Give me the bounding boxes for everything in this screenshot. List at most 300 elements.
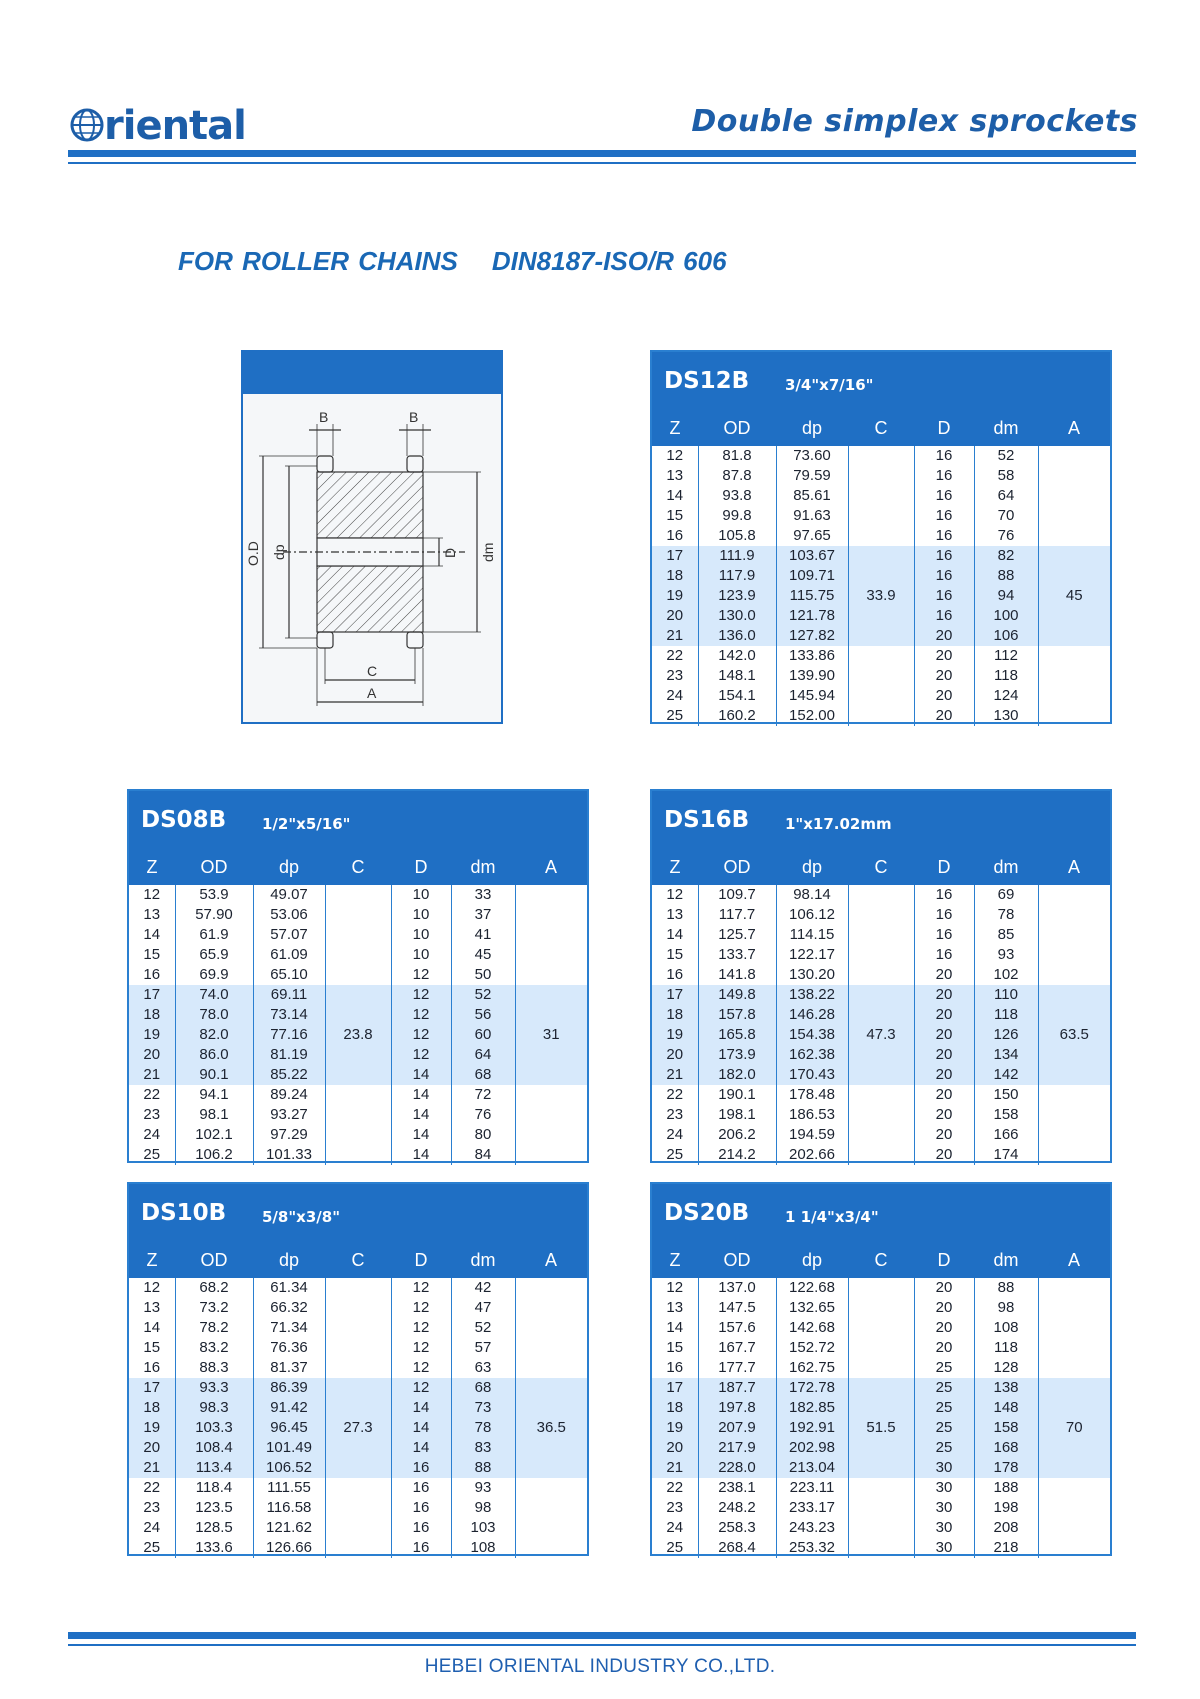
cell-dp: 138.22 bbox=[776, 985, 848, 1005]
cell-dm: 103 bbox=[451, 1518, 515, 1538]
cell-d: 12 bbox=[391, 1378, 451, 1398]
cell-z: 13 bbox=[129, 1298, 175, 1318]
cell-dp: 122.17 bbox=[776, 945, 848, 965]
cell-od: 98.1 bbox=[175, 1105, 253, 1125]
cell-dm: 78 bbox=[451, 1418, 515, 1438]
cell-dp: 86.39 bbox=[253, 1378, 325, 1398]
cell-dm: 64 bbox=[974, 486, 1038, 506]
cell-d: 20 bbox=[914, 985, 974, 1005]
column-header-dm: dm bbox=[470, 856, 496, 877]
document-title: Double simplex sprockets bbox=[691, 104, 1138, 139]
cell-c-empty bbox=[325, 1085, 391, 1165]
cell-od: 248.2 bbox=[698, 1498, 776, 1518]
column-header-d: D bbox=[414, 1249, 428, 1270]
table-row bbox=[129, 1378, 587, 1398]
cell-dm: 218 bbox=[974, 1538, 1038, 1558]
cell-od: 82.0 bbox=[175, 1025, 253, 1045]
cell-a-empty bbox=[1038, 646, 1110, 726]
column-header-c: C bbox=[351, 1249, 365, 1270]
cell-d: 20 bbox=[914, 1025, 974, 1045]
cell-z: 21 bbox=[129, 1458, 175, 1478]
subtitle-right: DIN8187-ISO/R 606 bbox=[491, 246, 727, 276]
cell-d: 14 bbox=[391, 1105, 451, 1125]
footer-rule-thin bbox=[68, 1644, 1136, 1646]
cell-z: 15 bbox=[652, 945, 698, 965]
cell-z: 16 bbox=[652, 965, 698, 985]
cell-od: 206.2 bbox=[698, 1125, 776, 1145]
footer-rule-thick bbox=[68, 1632, 1136, 1639]
cell-z: 24 bbox=[129, 1518, 175, 1538]
cell-a-empty bbox=[515, 885, 587, 985]
cell-dm: 106 bbox=[974, 626, 1038, 646]
cell-od: 157.8 bbox=[698, 1005, 776, 1025]
cell-z: 18 bbox=[652, 1005, 698, 1025]
cell-dm: 126 bbox=[974, 1025, 1038, 1045]
cell-od: 160.2 bbox=[698, 706, 776, 726]
cell-c-empty bbox=[325, 885, 391, 985]
cell-d: 16 bbox=[914, 606, 974, 626]
cell-dp: 91.63 bbox=[776, 506, 848, 526]
column-header-dp: dp bbox=[278, 856, 300, 877]
cell-dm: 168 bbox=[974, 1438, 1038, 1458]
chain-size: 1/2"x5/16" bbox=[262, 815, 351, 833]
table-row bbox=[652, 1085, 1110, 1105]
cell-dp: 61.34 bbox=[253, 1278, 325, 1298]
spec-table bbox=[652, 1242, 1110, 1558]
cell-od: 187.7 bbox=[698, 1378, 776, 1398]
table-row bbox=[129, 1278, 587, 1298]
cell-dm: 76 bbox=[451, 1105, 515, 1125]
cell-z: 19 bbox=[652, 1418, 698, 1438]
series-code: DS10B bbox=[141, 1200, 227, 1226]
cell-z: 21 bbox=[652, 626, 698, 646]
cell-d: 20 bbox=[914, 1105, 974, 1125]
cell-dp: 85.22 bbox=[253, 1065, 325, 1085]
column-header-od: OD bbox=[200, 1249, 228, 1270]
cell-od: 207.9 bbox=[698, 1418, 776, 1438]
cell-dm: 37 bbox=[451, 905, 515, 925]
cell-dp: 61.09 bbox=[253, 945, 325, 965]
table-row bbox=[129, 1085, 587, 1105]
cell-c-empty bbox=[848, 1085, 914, 1165]
cell-z: 16 bbox=[129, 965, 175, 985]
cell-od: 117.9 bbox=[698, 566, 776, 586]
cell-dp: 202.66 bbox=[776, 1145, 848, 1165]
label-b-left: B bbox=[319, 409, 329, 425]
cell-d: 12 bbox=[391, 1298, 451, 1318]
column-header-od: OD bbox=[200, 856, 228, 877]
cell-od: 61.9 bbox=[175, 925, 253, 945]
column-header-dp: dp bbox=[801, 417, 823, 438]
cell-d: 16 bbox=[914, 566, 974, 586]
cell-dm: 128 bbox=[974, 1358, 1038, 1378]
cell-z: 24 bbox=[652, 1125, 698, 1145]
table-ds12b bbox=[650, 350, 1112, 724]
cell-dp: 76.36 bbox=[253, 1338, 325, 1358]
cell-dp: 121.78 bbox=[776, 606, 848, 626]
cell-od: 87.8 bbox=[698, 466, 776, 486]
cell-dp: 146.28 bbox=[776, 1005, 848, 1025]
cell-dm: 82 bbox=[974, 546, 1038, 566]
cell-dp: 154.38 bbox=[776, 1025, 848, 1045]
cell-d: 14 bbox=[391, 1125, 451, 1145]
cell-d: 14 bbox=[391, 1085, 451, 1105]
cell-d: 14 bbox=[391, 1145, 451, 1165]
cell-z: 22 bbox=[652, 646, 698, 666]
cell-z: 13 bbox=[129, 905, 175, 925]
cell-dm: 76 bbox=[974, 526, 1038, 546]
cell-z: 25 bbox=[652, 706, 698, 726]
label-dm: dm bbox=[480, 542, 496, 562]
column-header-a: A bbox=[1067, 1249, 1080, 1270]
cell-dp: 162.75 bbox=[776, 1358, 848, 1378]
cell-d: 20 bbox=[914, 1085, 974, 1105]
table-row bbox=[652, 646, 1110, 666]
cell-od: 108.4 bbox=[175, 1438, 253, 1458]
column-header-dm: dm bbox=[993, 856, 1019, 877]
cell-od: 125.7 bbox=[698, 925, 776, 945]
cell-c-empty bbox=[848, 1278, 914, 1378]
cell-dm: 45 bbox=[451, 945, 515, 965]
cell-dp: 65.10 bbox=[253, 965, 325, 985]
cell-a: 31 bbox=[515, 985, 587, 1085]
cell-d: 25 bbox=[914, 1438, 974, 1458]
sprocket-drawing bbox=[243, 394, 501, 722]
cell-z: 13 bbox=[652, 905, 698, 925]
cell-dm: 208 bbox=[974, 1518, 1038, 1538]
cell-dp: 77.16 bbox=[253, 1025, 325, 1045]
table-ds16b bbox=[650, 789, 1112, 1163]
table-row bbox=[129, 985, 587, 1005]
cell-od: 99.8 bbox=[698, 506, 776, 526]
cell-od: 113.4 bbox=[175, 1458, 253, 1478]
cell-d: 16 bbox=[914, 925, 974, 945]
cell-dp: 98.14 bbox=[776, 885, 848, 905]
cell-od: 214.2 bbox=[698, 1145, 776, 1165]
cell-d: 16 bbox=[914, 526, 974, 546]
cell-a-empty bbox=[515, 1278, 587, 1378]
cell-z: 25 bbox=[652, 1538, 698, 1558]
label-od: O.D bbox=[245, 541, 261, 566]
cell-dp: 233.17 bbox=[776, 1498, 848, 1518]
column-header-c: C bbox=[874, 1249, 888, 1270]
cell-a-empty bbox=[515, 1478, 587, 1558]
cell-dm: 83 bbox=[451, 1438, 515, 1458]
cell-z: 14 bbox=[129, 1318, 175, 1338]
cell-dp: 97.65 bbox=[776, 526, 848, 546]
sprocket-diagram bbox=[241, 350, 503, 724]
cell-d: 16 bbox=[914, 466, 974, 486]
column-header-dm: dm bbox=[993, 417, 1019, 438]
cell-dp: 114.15 bbox=[776, 925, 848, 945]
cell-d: 20 bbox=[914, 646, 974, 666]
column-header-od: OD bbox=[723, 1249, 751, 1270]
table-row bbox=[129, 885, 587, 905]
column-header-od: OD bbox=[723, 856, 751, 877]
cell-dp: 71.34 bbox=[253, 1318, 325, 1338]
cell-z: 16 bbox=[652, 526, 698, 546]
cell-dm: 93 bbox=[451, 1478, 515, 1498]
cell-c-empty bbox=[848, 446, 914, 546]
footer-company-name: HEBEI ORIENTAL INDUSTRY CO.,LTD. bbox=[424, 1656, 776, 1677]
cell-z: 25 bbox=[129, 1145, 175, 1165]
cell-dm: 52 bbox=[451, 985, 515, 1005]
cell-z: 23 bbox=[652, 666, 698, 686]
cell-dm: 58 bbox=[974, 466, 1038, 486]
cell-dm: 98 bbox=[451, 1498, 515, 1518]
cell-od: 93.3 bbox=[175, 1378, 253, 1398]
cell-z: 21 bbox=[652, 1458, 698, 1478]
header-rule-thin bbox=[68, 162, 1136, 164]
column-header-d: D bbox=[937, 856, 951, 877]
cell-d: 16 bbox=[914, 885, 974, 905]
cell-od: 136.0 bbox=[698, 626, 776, 646]
cell-dm: 57 bbox=[451, 1338, 515, 1358]
cell-dm: 80 bbox=[451, 1125, 515, 1145]
label-dp: dp bbox=[271, 544, 287, 560]
table-ds10b bbox=[127, 1182, 589, 1556]
cell-dp: 145.94 bbox=[776, 686, 848, 706]
column-header-z: Z bbox=[669, 1249, 681, 1270]
series-code: DS16B bbox=[664, 807, 750, 833]
cell-d: 12 bbox=[391, 1318, 451, 1338]
company-logo bbox=[70, 96, 246, 149]
column-header-c: C bbox=[874, 417, 888, 438]
cell-od: 65.9 bbox=[175, 945, 253, 965]
cell-c-empty bbox=[848, 885, 914, 985]
cell-dp: 111.55 bbox=[253, 1478, 325, 1498]
cell-dm: 100 bbox=[974, 606, 1038, 626]
cell-dm: 198 bbox=[974, 1498, 1038, 1518]
cell-od: 147.5 bbox=[698, 1298, 776, 1318]
cell-dp: 152.72 bbox=[776, 1338, 848, 1358]
table-ds20b bbox=[650, 1182, 1112, 1556]
cell-d: 14 bbox=[391, 1418, 451, 1438]
cell-dm: 68 bbox=[451, 1065, 515, 1085]
cell-dm: 72 bbox=[451, 1085, 515, 1105]
cell-z: 18 bbox=[652, 566, 698, 586]
cell-d: 25 bbox=[914, 1358, 974, 1378]
cell-od: 88.3 bbox=[175, 1358, 253, 1378]
cell-d: 16 bbox=[391, 1518, 451, 1538]
cell-od: 57.90 bbox=[175, 905, 253, 925]
cell-dm: 50 bbox=[451, 965, 515, 985]
cell-dp: 182.85 bbox=[776, 1398, 848, 1418]
cell-dp: 142.68 bbox=[776, 1318, 848, 1338]
cell-z: 22 bbox=[129, 1085, 175, 1105]
chain-size: 5/8"x3/8" bbox=[262, 1208, 341, 1226]
cell-dp: 69.11 bbox=[253, 985, 325, 1005]
cell-z: 25 bbox=[129, 1538, 175, 1558]
cell-dp: 89.24 bbox=[253, 1085, 325, 1105]
cell-a-empty bbox=[1038, 885, 1110, 985]
spec-table bbox=[652, 849, 1110, 1165]
cell-od: 217.9 bbox=[698, 1438, 776, 1458]
cell-z: 14 bbox=[652, 486, 698, 506]
header-rule-thick bbox=[68, 150, 1136, 157]
cell-dp: 103.67 bbox=[776, 546, 848, 566]
cell-dp: 66.32 bbox=[253, 1298, 325, 1318]
cell-z: 18 bbox=[652, 1398, 698, 1418]
cell-z: 18 bbox=[129, 1398, 175, 1418]
cell-dm: 64 bbox=[451, 1045, 515, 1065]
cell-z: 19 bbox=[652, 586, 698, 606]
subtitle bbox=[178, 246, 761, 277]
cell-z: 17 bbox=[652, 546, 698, 566]
cell-od: 228.0 bbox=[698, 1458, 776, 1478]
cell-z: 23 bbox=[652, 1105, 698, 1125]
cell-dm: 70 bbox=[974, 506, 1038, 526]
cell-dm: 124 bbox=[974, 686, 1038, 706]
subtitle-left: FOR ROLLER CHAINS bbox=[178, 246, 458, 276]
cell-c-empty bbox=[848, 1478, 914, 1558]
column-header-z: Z bbox=[146, 1249, 158, 1270]
cell-z: 16 bbox=[129, 1358, 175, 1378]
series-code: DS12B bbox=[664, 368, 750, 394]
column-header-dp: dp bbox=[801, 1249, 823, 1270]
cell-z: 15 bbox=[129, 1338, 175, 1358]
cell-dm: 110 bbox=[974, 985, 1038, 1005]
cell-dm: 47 bbox=[451, 1298, 515, 1318]
cell-d: 16 bbox=[914, 486, 974, 506]
cell-d: 12 bbox=[391, 1358, 451, 1378]
cell-dm: 118 bbox=[974, 1005, 1038, 1025]
cell-d: 12 bbox=[391, 1025, 451, 1045]
cell-od: 165.8 bbox=[698, 1025, 776, 1045]
cell-z: 19 bbox=[129, 1418, 175, 1438]
cell-dm: 158 bbox=[974, 1418, 1038, 1438]
cell-od: 109.7 bbox=[698, 885, 776, 905]
cell-dp: 139.90 bbox=[776, 666, 848, 686]
cell-d: 30 bbox=[914, 1538, 974, 1558]
cell-dm: 94 bbox=[974, 586, 1038, 606]
cell-a-empty bbox=[1038, 1278, 1110, 1378]
cell-dm: 108 bbox=[451, 1538, 515, 1558]
cell-dm: 98 bbox=[974, 1298, 1038, 1318]
cell-c-empty bbox=[325, 1478, 391, 1558]
cell-dp: 81.37 bbox=[253, 1358, 325, 1378]
cell-z: 15 bbox=[652, 506, 698, 526]
table-row bbox=[652, 446, 1110, 466]
cell-a: 70 bbox=[1038, 1378, 1110, 1478]
cell-od: 130.0 bbox=[698, 606, 776, 626]
cell-dm: 33 bbox=[451, 885, 515, 905]
cell-od: 197.8 bbox=[698, 1398, 776, 1418]
spec-table bbox=[129, 1242, 587, 1558]
cell-od: 69.9 bbox=[175, 965, 253, 985]
cell-d: 20 bbox=[914, 1045, 974, 1065]
cell-od: 133.7 bbox=[698, 945, 776, 965]
table-row bbox=[652, 1478, 1110, 1498]
cell-dp: 152.00 bbox=[776, 706, 848, 726]
cell-od: 157.6 bbox=[698, 1318, 776, 1338]
cell-od: 149.8 bbox=[698, 985, 776, 1005]
cell-z: 16 bbox=[652, 1358, 698, 1378]
cell-dm: 178 bbox=[974, 1458, 1038, 1478]
cell-d: 20 bbox=[914, 965, 974, 985]
cell-d: 12 bbox=[391, 965, 451, 985]
cell-dp: 126.66 bbox=[253, 1538, 325, 1558]
cell-d: 16 bbox=[914, 446, 974, 466]
cell-od: 182.0 bbox=[698, 1065, 776, 1085]
cell-z: 17 bbox=[129, 985, 175, 1005]
cell-od: 53.9 bbox=[175, 885, 253, 905]
cell-a: 63.5 bbox=[1038, 985, 1110, 1085]
table-row bbox=[652, 985, 1110, 1005]
cell-dp: 127.82 bbox=[776, 626, 848, 646]
cell-dp: 223.11 bbox=[776, 1478, 848, 1498]
cell-dm: 118 bbox=[974, 666, 1038, 686]
cell-c: 33.9 bbox=[848, 546, 914, 646]
cell-od: 133.6 bbox=[175, 1538, 253, 1558]
cell-dm: 108 bbox=[974, 1318, 1038, 1338]
cell-d: 30 bbox=[914, 1458, 974, 1478]
cell-dm: 88 bbox=[451, 1458, 515, 1478]
cell-dp: 101.33 bbox=[253, 1145, 325, 1165]
cell-od: 103.3 bbox=[175, 1418, 253, 1438]
cell-dp: 57.07 bbox=[253, 925, 325, 945]
cell-z: 14 bbox=[129, 925, 175, 945]
cell-d: 16 bbox=[914, 546, 974, 566]
cell-c-empty bbox=[325, 1278, 391, 1378]
cell-z: 18 bbox=[129, 1005, 175, 1025]
cell-od: 268.4 bbox=[698, 1538, 776, 1558]
cell-z: 17 bbox=[652, 1378, 698, 1398]
table-row bbox=[129, 1478, 587, 1498]
cell-d: 14 bbox=[391, 1438, 451, 1458]
chain-size: 3/4"x7/16" bbox=[785, 376, 874, 394]
cell-dp: 73.60 bbox=[776, 446, 848, 466]
column-header-dp: dp bbox=[278, 1249, 300, 1270]
column-header-dm: dm bbox=[993, 1249, 1019, 1270]
cell-z: 24 bbox=[652, 1518, 698, 1538]
cell-dp: 213.04 bbox=[776, 1458, 848, 1478]
cell-od: 106.2 bbox=[175, 1145, 253, 1165]
column-header-d: D bbox=[937, 1249, 951, 1270]
cell-d: 20 bbox=[914, 1065, 974, 1085]
cell-dp: 178.48 bbox=[776, 1085, 848, 1105]
column-header-a: A bbox=[544, 1249, 557, 1270]
cell-dp: 53.06 bbox=[253, 905, 325, 925]
cell-dp: 91.42 bbox=[253, 1398, 325, 1418]
cell-dp: 170.43 bbox=[776, 1065, 848, 1085]
cell-d: 12 bbox=[391, 1005, 451, 1025]
cell-dm: 56 bbox=[451, 1005, 515, 1025]
cell-d: 16 bbox=[914, 945, 974, 965]
cell-od: 258.3 bbox=[698, 1518, 776, 1538]
cell-od: 102.1 bbox=[175, 1125, 253, 1145]
cell-d: 14 bbox=[391, 1398, 451, 1418]
cell-d: 30 bbox=[914, 1518, 974, 1538]
cell-d: 12 bbox=[391, 1338, 451, 1358]
cell-dp: 253.32 bbox=[776, 1538, 848, 1558]
cell-od: 141.8 bbox=[698, 965, 776, 985]
column-header-z: Z bbox=[146, 856, 158, 877]
spec-table bbox=[652, 410, 1110, 726]
cell-d: 16 bbox=[391, 1498, 451, 1518]
cell-z: 25 bbox=[652, 1145, 698, 1165]
cell-a-empty bbox=[1038, 446, 1110, 546]
series-code: DS20B bbox=[664, 1200, 750, 1226]
cell-z: 24 bbox=[652, 686, 698, 706]
cell-od: 128.5 bbox=[175, 1518, 253, 1538]
cell-dm: 134 bbox=[974, 1045, 1038, 1065]
cell-a-empty bbox=[1038, 1085, 1110, 1165]
cell-dp: 97.29 bbox=[253, 1125, 325, 1145]
cell-a-empty bbox=[1038, 1478, 1110, 1558]
cell-od: 148.1 bbox=[698, 666, 776, 686]
cell-dp: 162.38 bbox=[776, 1045, 848, 1065]
